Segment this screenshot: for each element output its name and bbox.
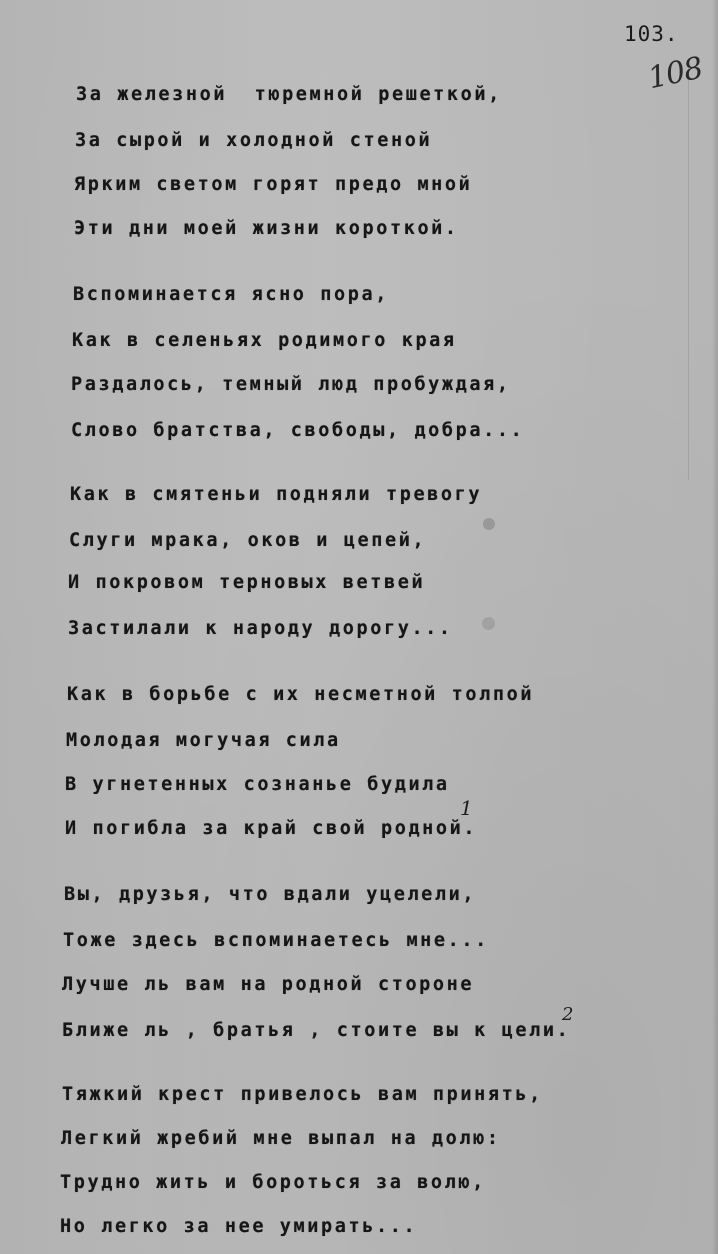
- poem-line: Эти дни моей жизни короткой.: [74, 218, 459, 239]
- poem-line: Вы, друзья, что вдали уцелели,: [64, 884, 477, 905]
- poem-line: Лучше ль вам на родной стороне: [62, 974, 475, 995]
- poem-line: Легкий жребий мне выпал на долю:: [61, 1128, 501, 1149]
- poem-line: Как в смятеньи подняли тревогу: [70, 484, 483, 505]
- poem-line: Как в селеньях родимого края: [72, 330, 457, 351]
- poem-line: Ближе ль , братья , стоите вы к цели.: [62, 1020, 571, 1041]
- poem-line: За железной тюремной решеткой,: [76, 84, 502, 105]
- poem-line: Трудно жить и бороться за волю,: [60, 1172, 486, 1193]
- poem-line: Как в борьбе с их несметной толпой: [67, 684, 535, 705]
- handwritten-archive-number: 108: [644, 50, 706, 97]
- poem-line: Слово братства, свободы, добра...: [71, 420, 525, 441]
- poem-line: Раздалось, темный люд пробуждая,: [71, 374, 511, 395]
- poem-line: Вспоминается ясно пора,: [73, 284, 389, 305]
- poem-line: Ярким светом горят предо мной: [74, 174, 473, 195]
- poem-line: Но легко за нее умирать...: [60, 1216, 418, 1237]
- footnote-mark-2: 2: [562, 1004, 574, 1025]
- footnote-mark-1: 1: [460, 796, 473, 820]
- poem-line: Застилали к народу дорогу...: [68, 618, 453, 639]
- poem-line: И покровом терновых ветвей: [68, 572, 426, 593]
- poem-line: За сырой и холодной стеной: [75, 130, 433, 151]
- poem-line: Слуги мрака, оков и цепей,: [69, 530, 427, 551]
- poem-line: Тоже здесь вспоминаетесь мне...: [63, 930, 489, 951]
- poem-line: В угнетенных сознанье будила: [65, 774, 450, 795]
- poem-line: Тяжкий крест привелось вам принять,: [62, 1084, 543, 1105]
- poem-line: Молодая могучая сила: [66, 730, 341, 751]
- poem-line: И погибла за край свой родной.: [65, 818, 478, 839]
- page-number: 103.: [624, 22, 679, 46]
